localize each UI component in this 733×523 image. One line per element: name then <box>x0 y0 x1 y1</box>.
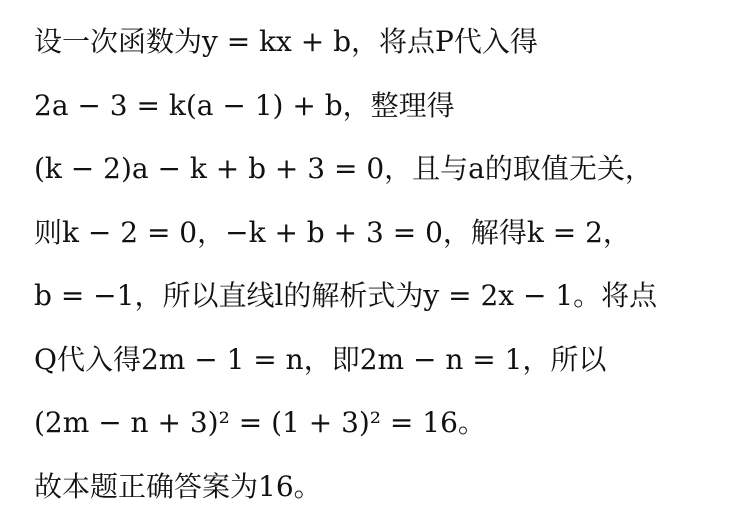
solution-line-2: 2a − 3 = k(a − 1) + b，整理得 <box>34 88 455 122</box>
solution-line-4: 则k − 2 = 0，−k + b + 3 = 0，解得k = 2， <box>34 215 631 249</box>
solution-text <box>34 10 724 518</box>
solution-line-3: (k − 2)a − k + b + 3 = 0，且与a的取值无关， <box>34 152 653 185</box>
solution-line-5: b = −1，所以直线l的解析式为y = 2x − 1。将点 <box>34 279 658 312</box>
solution-line-1: 设一次函数为y = kx + b，将点P代入得 <box>34 25 538 58</box>
solution-line-6: Q代入得2m − 1 = n，即2m − n = 1，所以 <box>34 342 607 376</box>
solution-line-7: (2m − n + 3)² = (1 + 3)² = 16。 <box>34 406 486 439</box>
solution-line-8: 故本题正确答案为16。 <box>34 469 322 503</box>
